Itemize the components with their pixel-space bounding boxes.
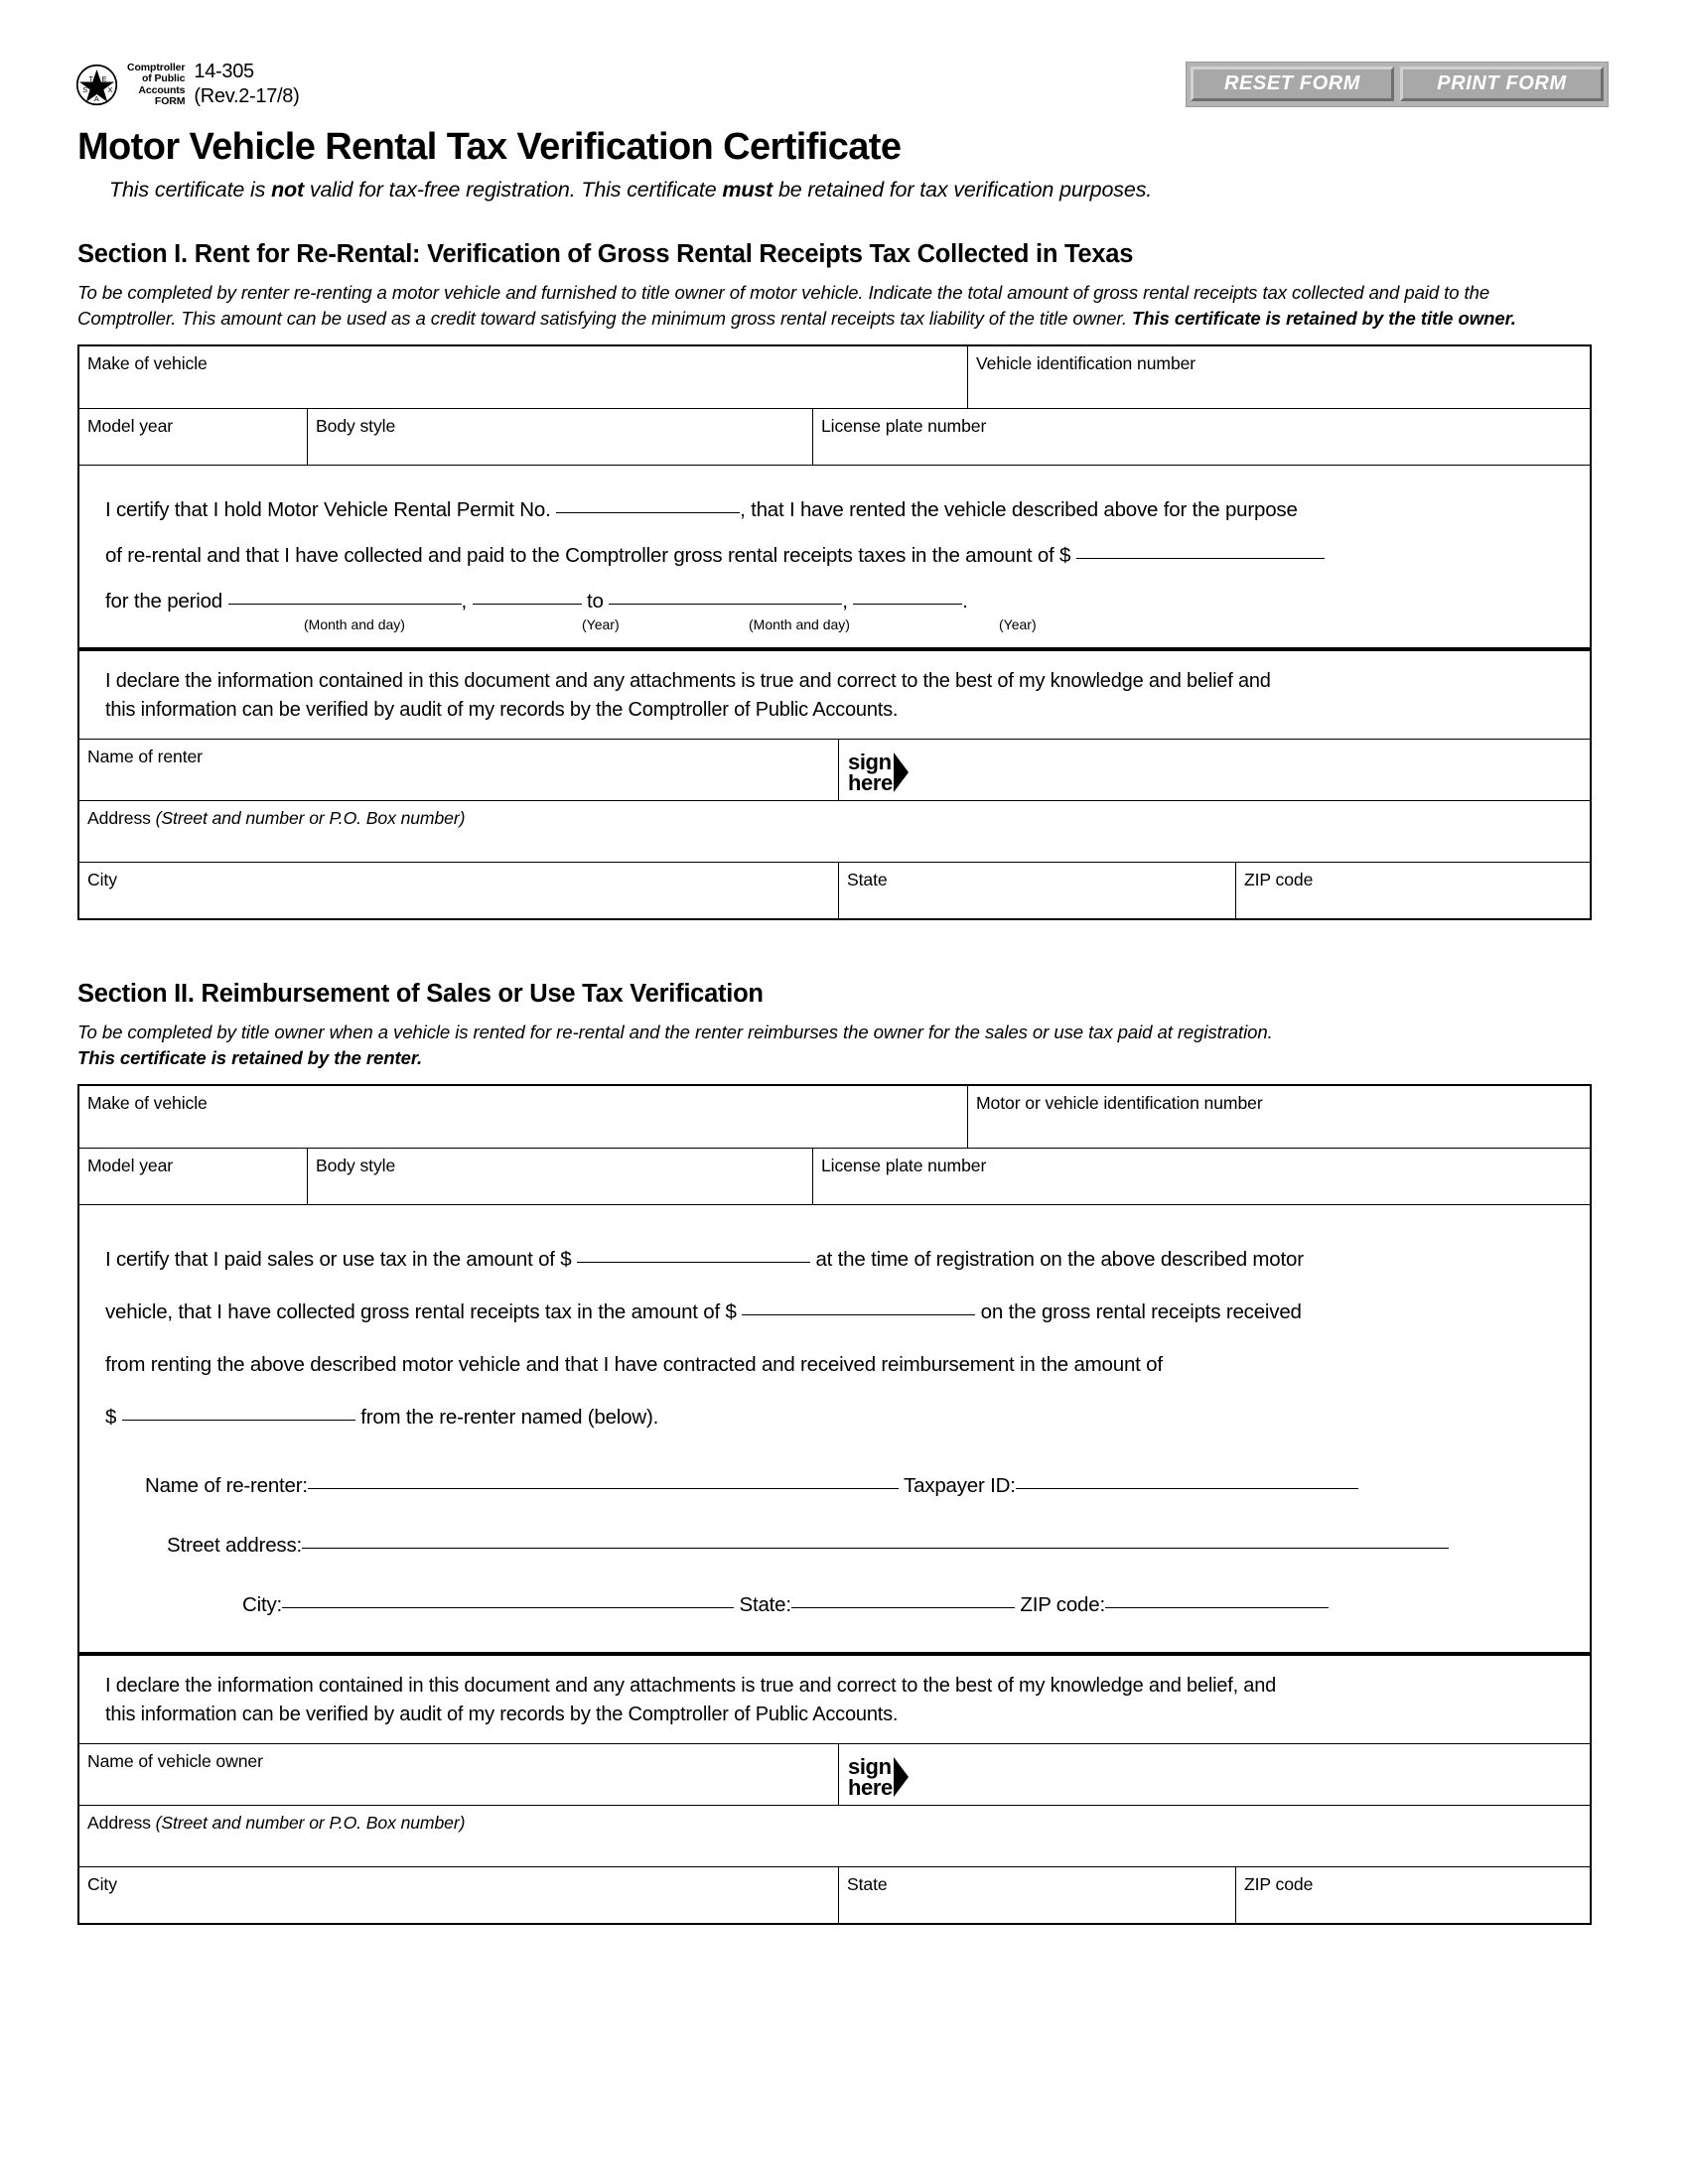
address-label-text: Address bbox=[87, 1813, 156, 1833]
cert-text: on the gross rental receipts received bbox=[980, 1300, 1302, 1323]
section-1-city-state-zip-row bbox=[79, 863, 1590, 920]
field-city[interactable] bbox=[79, 863, 839, 920]
section-1-signature-row bbox=[79, 740, 1590, 801]
cert-text: I certify that I paid sales or use tax in the amount of $ bbox=[105, 1248, 572, 1271]
declaration-line-1: I declare the information contained in this document and any attachments is true and correct to the best of my knowledge and belief and bbox=[105, 670, 1271, 692]
section-2-intro-text: To be completed by title owner when a vehicle is rented for re-rental and the renter reimburses the owner for the sales or use tax paid at registration. bbox=[77, 1022, 1273, 1042]
signature-field[interactable] bbox=[839, 740, 1590, 801]
field-label: City bbox=[87, 870, 117, 889]
section-2-intro bbox=[77, 1020, 1592, 1071]
field-name-of-vehicle-owner[interactable] bbox=[79, 1744, 839, 1806]
name-of-re-renter-label: Name of re-renter: bbox=[145, 1474, 308, 1497]
cert-text: of re-rental and that I have collected and paid to the Comptroller gross rental receipts taxes in the amount of $ bbox=[105, 544, 1071, 567]
sign-here-arrow-icon bbox=[894, 752, 909, 792]
zip-code-label: ZIP code: bbox=[1020, 1593, 1105, 1616]
cert-text: vehicle, that I have collected gross rental receipts tax in the amount of $ bbox=[105, 1300, 737, 1323]
form-number: 14-305 bbox=[194, 61, 254, 82]
section-1-intro-text: To be completed by renter re-renting a motor vehicle and furnished to title owner of motor vehicle. Indicate the total amount of gross rental receipts tax collected and paid to the Comptroller. This amount can be used as a credit toward satisfying the minimum gross rental receipts tax liability of the title owner. bbox=[77, 282, 1490, 329]
svg-text:A: A bbox=[93, 93, 99, 103]
sign-here-marker bbox=[848, 751, 909, 793]
field-license-plate-number[interactable] bbox=[813, 409, 1590, 466]
cert-dollar-sign: $ bbox=[105, 1406, 117, 1429]
field-label: Body style bbox=[316, 1156, 396, 1175]
cert-line-1 bbox=[105, 487, 1564, 533]
field-vehicle-id-number[interactable] bbox=[968, 346, 1590, 409]
field-label: City bbox=[87, 1874, 117, 1894]
section-1-form-box bbox=[77, 344, 1592, 920]
section-1-certification-block bbox=[79, 466, 1590, 649]
city-state-zip-row bbox=[105, 1588, 1564, 1622]
sales-use-tax-amount-blank[interactable] bbox=[577, 1262, 810, 1263]
form-action-buttons bbox=[1186, 62, 1609, 107]
section-2-signature-row bbox=[79, 1744, 1590, 1806]
sign-here-line-2: here bbox=[848, 1775, 893, 1800]
street-address-blank[interactable] bbox=[302, 1548, 1449, 1549]
section-1-model-row bbox=[79, 409, 1590, 466]
street-address-row bbox=[105, 1529, 1564, 1563]
field-label: License plate number bbox=[821, 416, 987, 436]
cert-period: . bbox=[962, 590, 968, 613]
period-to-year-blank[interactable] bbox=[853, 604, 962, 605]
form-number-block bbox=[194, 60, 299, 109]
sub-label-year: (Year) bbox=[582, 616, 620, 632]
field-label bbox=[87, 1813, 1590, 1834]
section-2-intro-bold: This certificate is retained by the renter. bbox=[77, 1047, 423, 1068]
print-form-button[interactable]: PRINT FORM bbox=[1400, 67, 1604, 101]
declaration-line-2: this information can be verified by audit of my records by the Comptroller of Public Accounts. bbox=[105, 699, 899, 721]
street-address-label: Street address: bbox=[167, 1534, 303, 1557]
tax-amount-blank[interactable] bbox=[1076, 558, 1325, 559]
cert-comma: , bbox=[842, 590, 848, 613]
field-label: Name of vehicle owner bbox=[87, 1751, 263, 1771]
sub-label-month-day: (Month and day) bbox=[749, 616, 850, 632]
section-2-certification-block bbox=[79, 1205, 1590, 1654]
subtitle-bold-not: not bbox=[271, 178, 305, 202]
svg-text:S: S bbox=[82, 84, 88, 94]
field-make-of-vehicle[interactable] bbox=[79, 1086, 968, 1149]
field-label: Body style bbox=[316, 416, 396, 436]
cert2-line-4 bbox=[105, 1391, 1564, 1443]
state-label: State: bbox=[739, 1593, 791, 1616]
taxpayer-id-blank[interactable] bbox=[1016, 1488, 1358, 1489]
agency-line-1: Comptroller bbox=[127, 61, 186, 73]
cert-line-2 bbox=[105, 533, 1564, 579]
texas-star-seal-icon bbox=[75, 64, 118, 106]
svg-text:T: T bbox=[88, 73, 93, 83]
section-1-declaration bbox=[79, 649, 1590, 740]
field-label bbox=[87, 808, 1590, 829]
field-address[interactable] bbox=[79, 801, 1590, 863]
section-2-heading: Section II. Reimbursement of Sales or Use Tax Verification bbox=[77, 980, 764, 1008]
field-motor-vehicle-id-number[interactable] bbox=[968, 1086, 1590, 1149]
sub-label-month-day: (Month and day) bbox=[304, 616, 405, 632]
page-title: Motor Vehicle Rental Tax Verification Certificate bbox=[77, 126, 902, 168]
subtitle-text-2: valid for tax-free registration. This certificate bbox=[304, 178, 723, 202]
cert-text: I certify that I hold Motor Vehicle Rental Permit No. bbox=[105, 498, 551, 521]
section-1-vehicle-row bbox=[79, 346, 1590, 409]
address-label-italic: (Street and number or P.O. Box number) bbox=[155, 808, 466, 828]
field-label: Make of vehicle bbox=[87, 353, 208, 373]
field-state[interactable] bbox=[839, 863, 1236, 920]
cert2-line-2 bbox=[105, 1286, 1564, 1338]
form-revision: (Rev.2-17/8) bbox=[194, 85, 300, 107]
section-2-model-row bbox=[79, 1149, 1590, 1205]
cert-to-word: to bbox=[587, 590, 604, 613]
field-label: Name of renter bbox=[87, 747, 203, 766]
field-zip-code[interactable] bbox=[1236, 863, 1590, 920]
cert-text: at the time of registration on the above described motor bbox=[815, 1248, 1304, 1271]
city-blank[interactable] bbox=[282, 1607, 734, 1608]
section-1-intro bbox=[77, 280, 1592, 332]
period-from-month-day-blank[interactable] bbox=[228, 604, 462, 605]
page-subtitle bbox=[109, 178, 1688, 203]
gross-rental-tax-amount-blank[interactable] bbox=[742, 1314, 975, 1315]
section-2-declaration bbox=[79, 1654, 1590, 1744]
cert-text: , that I have rented the vehicle described above for the purpose bbox=[740, 498, 1298, 521]
agency-line-3: Accounts bbox=[138, 83, 186, 96]
agency-line-2: of Public bbox=[141, 72, 186, 85]
reimbursement-amount-blank[interactable] bbox=[122, 1420, 355, 1421]
field-body-style[interactable] bbox=[308, 1149, 813, 1205]
reset-form-button[interactable]: RESET FORM bbox=[1191, 67, 1394, 101]
zip-code-blank[interactable] bbox=[1105, 1607, 1329, 1608]
period-sub-labels bbox=[105, 616, 1564, 633]
sign-here-marker bbox=[848, 1756, 909, 1798]
form-identification-block bbox=[75, 60, 299, 109]
field-zip-code[interactable] bbox=[1236, 1867, 1590, 1925]
field-make-of-vehicle[interactable] bbox=[79, 346, 968, 409]
subtitle-text-1: This certificate is bbox=[109, 178, 272, 202]
name-of-re-renter-blank[interactable] bbox=[308, 1488, 899, 1489]
field-label: Vehicle identification number bbox=[976, 353, 1196, 373]
field-city[interactable] bbox=[79, 1867, 839, 1925]
field-label: ZIP code bbox=[1244, 1874, 1314, 1894]
field-label: Make of vehicle bbox=[87, 1093, 208, 1113]
field-label: State bbox=[847, 870, 888, 889]
address-label-italic: (Street and number or P.O. Box number) bbox=[155, 1813, 466, 1833]
taxpayer-id-label: Taxpayer ID: bbox=[904, 1474, 1016, 1497]
subtitle-bold-must: must bbox=[722, 178, 774, 202]
page-header bbox=[0, 0, 1688, 107]
declaration-line-1: I declare the information contained in this document and any attachments is true and correct to the best of my knowledge and belief, and bbox=[105, 1675, 1277, 1697]
sign-here-line-2: here bbox=[848, 770, 893, 795]
field-label: Motor or vehicle identification number bbox=[976, 1093, 1263, 1113]
subtitle-text-3: be retained for tax verification purposes. bbox=[773, 178, 1153, 202]
field-label: Model year bbox=[87, 416, 174, 436]
address-label-text: Address bbox=[87, 808, 156, 828]
field-label: Model year bbox=[87, 1156, 174, 1175]
re-renter-name-row bbox=[105, 1469, 1564, 1503]
field-label: State bbox=[847, 1874, 888, 1894]
cert-text: from the re-renter named (below). bbox=[360, 1406, 659, 1429]
field-license-plate-number[interactable] bbox=[813, 1149, 1590, 1205]
svg-text:E: E bbox=[101, 73, 107, 83]
period-to-month-day-blank[interactable] bbox=[609, 604, 842, 605]
declaration-line-2: this information can be verified by audit of my records by the Comptroller of Public Accounts. bbox=[105, 1704, 899, 1725]
section-1-address-row bbox=[79, 801, 1590, 863]
section-1-intro-bold: This certificate is retained by the title owner. bbox=[1131, 308, 1516, 329]
field-address[interactable] bbox=[79, 1806, 1590, 1867]
svg-text:X: X bbox=[107, 84, 113, 94]
section-1-heading: Section I. Rent for Re-Rental: Verification of Gross Rental Receipts Tax Collected in Texas bbox=[77, 240, 1134, 268]
sign-here-arrow-icon bbox=[894, 1757, 909, 1797]
sign-here-line-1: sign bbox=[848, 750, 892, 774]
permit-number-blank[interactable] bbox=[556, 512, 740, 513]
cert-text: for the period bbox=[105, 590, 222, 613]
section-2-vehicle-row bbox=[79, 1086, 1590, 1149]
cert2-line-1 bbox=[105, 1233, 1564, 1286]
state-blank[interactable] bbox=[791, 1607, 1015, 1608]
sub-label-year: (Year) bbox=[999, 616, 1037, 632]
city-label: City: bbox=[242, 1593, 283, 1616]
sign-here-line-1: sign bbox=[848, 1754, 892, 1779]
field-name-of-renter[interactable] bbox=[79, 740, 839, 801]
section-2-city-state-zip-row bbox=[79, 1867, 1590, 1925]
cert2-line-3: from renting the above described motor vehicle and that I have contracted and received reimbursement in the amount of bbox=[105, 1353, 1163, 1376]
cert-comma: , bbox=[461, 590, 467, 613]
field-model-year[interactable] bbox=[79, 409, 308, 466]
field-body-style[interactable] bbox=[308, 409, 813, 466]
section-2-address-row bbox=[79, 1806, 1590, 1867]
field-label: ZIP code bbox=[1244, 870, 1314, 889]
field-state[interactable] bbox=[839, 1867, 1236, 1925]
signature-field[interactable] bbox=[839, 1744, 1590, 1806]
field-label: License plate number bbox=[821, 1156, 987, 1175]
field-model-year[interactable] bbox=[79, 1149, 308, 1205]
period-from-year-blank[interactable] bbox=[473, 604, 582, 605]
section-2-form-box bbox=[77, 1084, 1592, 1925]
agency-line-4: FORM bbox=[154, 94, 186, 107]
agency-name bbox=[127, 62, 185, 108]
